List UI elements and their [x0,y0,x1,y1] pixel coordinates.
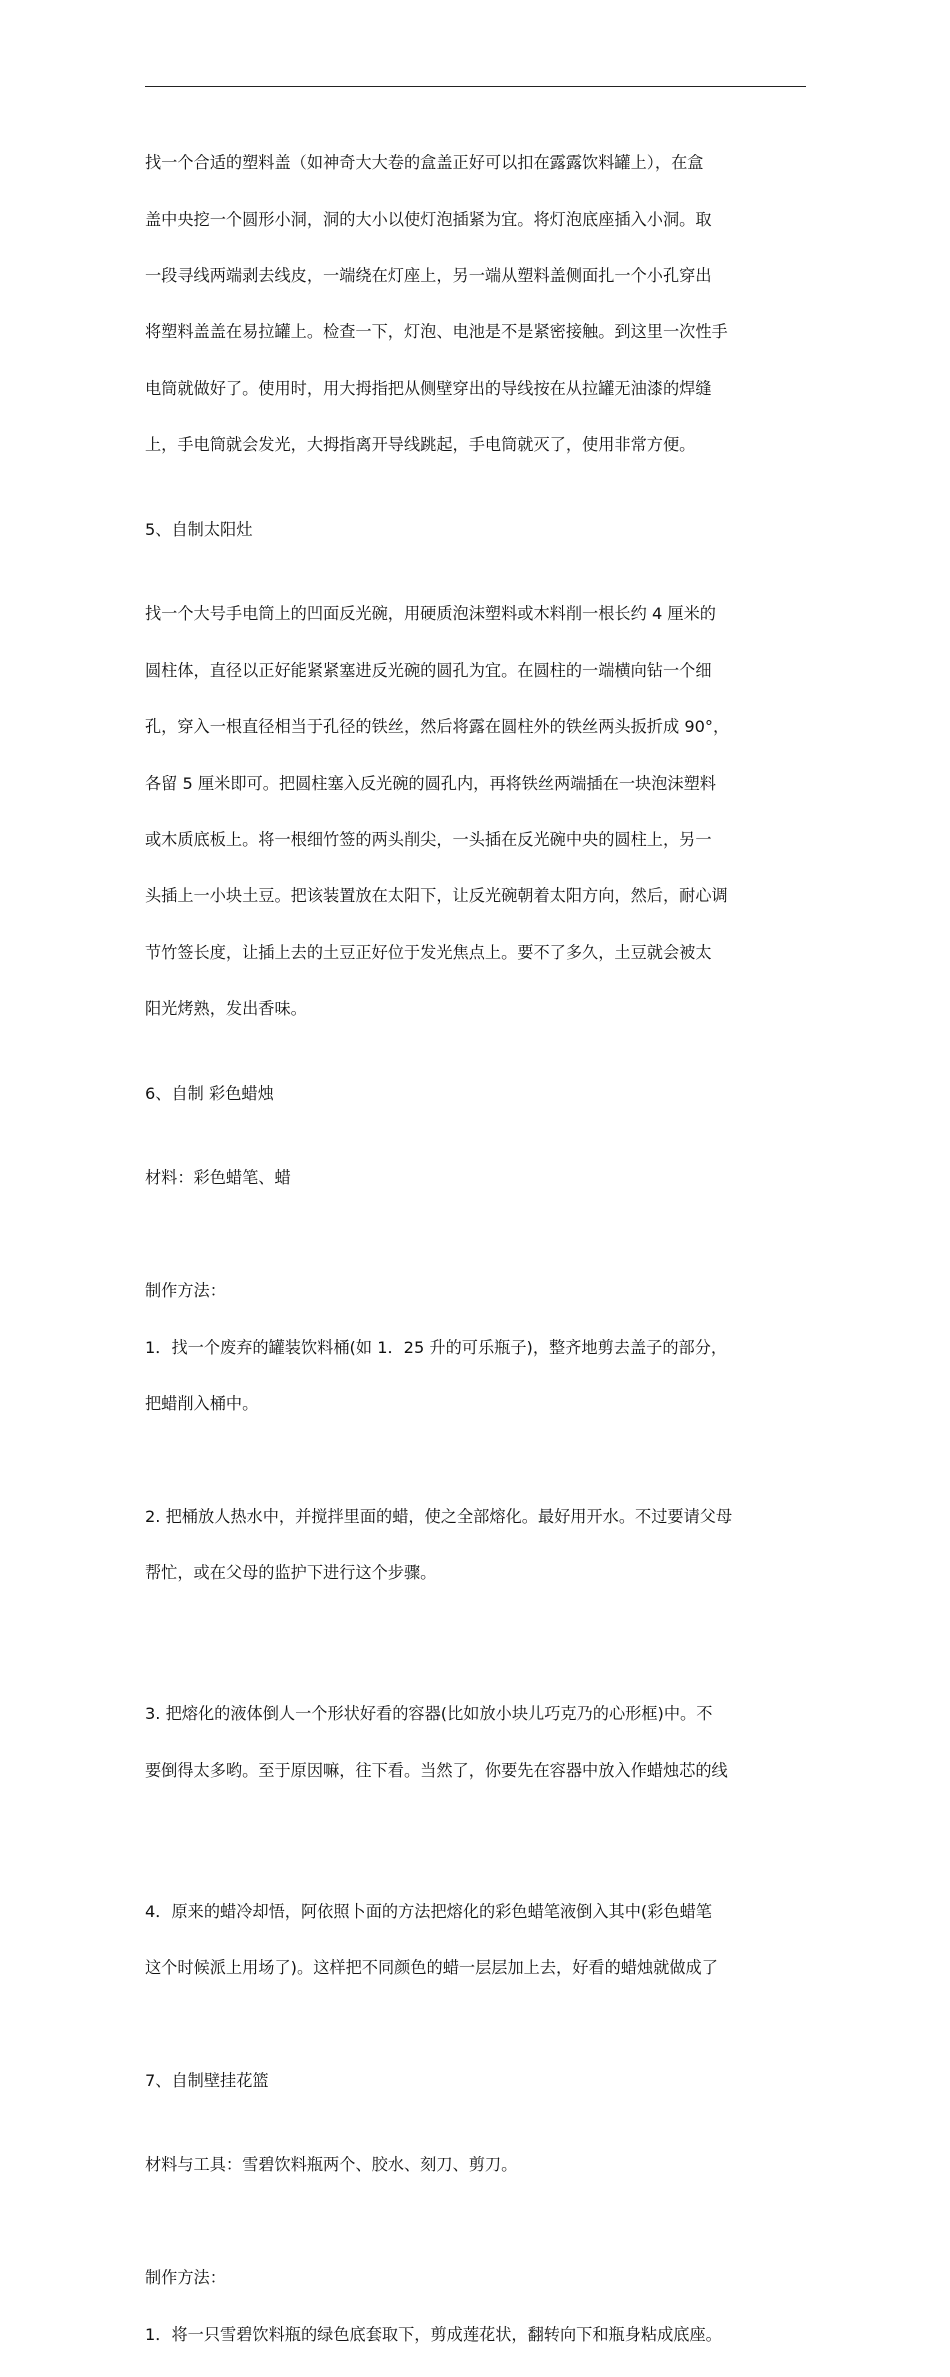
text-line: 一段寻线两端剥去线皮，一端绕在灯座上，另一端从塑料盖侧面扎一个小孔穿出 [145,266,712,286]
text-line: 圆柱体，直径以正好能紧紧塞进反光碗的圆孔为宜。在圆柱的一端横向钻一个细 [145,660,712,680]
text-line: 制作方法： [145,1281,226,1301]
text-line: 帮忙，或在父母的监护下进行这个步骤。 [145,1563,437,1583]
text-line: 各留 5 厘米即可。把圆柱塞入反光碗的圆孔内，再将铁丝两端插在一块泡沫塑料 [145,773,716,793]
text-line: 1．将一只雪碧饮料瓶的绿色底套取下，剪成莲花状，翻转向下和瓶身粘成底座。 [145,2324,722,2344]
heading-text: 6、自制 彩色蜡烛 [145,1083,274,1103]
paragraph-flashlight-steps [145,121,806,488]
text-line: 找一个大号手电筒上的凹面反光碗，用硬质泡沫塑料或木料削一根长约 4 厘米的 [145,604,716,624]
text-line: 孔，穿入一根直径相当于孔径的铁丝，然后将露在圆柱外的铁丝两头扳折成 90°， [145,717,730,737]
text-line: 材料与工具：雪碧饮料瓶两个、胶水、刻刀、剪刀。 [145,2155,518,2175]
section-heading-hanging-basket [145,2067,806,2095]
text-line: 制作方法： [145,2268,226,2288]
heading-text: 7、自制壁挂花篮 [145,2070,269,2090]
text-line: 这个时候派上用场了)。这样把不同颜色的蜡一层层加上去，好看的蜡烛就做成了 [145,1958,718,1978]
text-line: 或木质底板上。将一根细竹签的两头削尖，一头插在反光碗中央的圆柱上，另一 [145,830,712,850]
step-candle-4 [145,1869,806,2010]
text-line: 头插上一小块土豆。把该装置放在太阳下，让反光碗朝着太阳方向，然后，耐心调 [145,886,728,906]
text-line: 材料：彩色蜡笔、蜡 [145,1168,291,1188]
text-line: 节竹签长度，让插上去的土豆正好位于发光焦点上。要不了多久，土豆就会被太 [145,942,712,962]
text-line: 阳光烤熟，发出香味。 [145,999,307,1019]
text-line: 把蜡削入桶中。 [145,1394,259,1414]
materials-color-candle [145,1136,806,1221]
text-line: 将塑料盖盖在易拉罐上。检查一下，灯泡、电池是不是紧密接触。到这里一次性手 [145,322,728,342]
section-heading-solar-cooker [145,516,806,544]
text-line: 要倒得太多哟。至于原因嘛，往下看。当然了，你要先在容器中放入作蜡烛芯的线 [145,1760,728,1780]
step-basket-1 [145,2236,806,2377]
text-line: 找一个合适的塑料盖（如神奇大大卷的盒盖正好可以扣在露露饮料罐上），在盒 [145,153,704,173]
text-line: 4．原来的蜡冷却悟，阿依照卜面的方法把熔化的彩色蜡笔液倒入其中(彩色蜡笔 [145,1901,712,1921]
text-line: 盖中央挖一个圆形小洞，洞的大小以使灯泡插紧为宜。将灯泡底座插入小洞。取 [145,209,712,229]
section-heading-color-candle [145,1080,806,1108]
step-candle-1 [145,1249,806,1446]
document-body [145,121,806,2377]
step-candle-3 [145,1672,806,1813]
paragraph-solar-cooker [145,572,806,1051]
text-line: 上，手电筒就会发光，大拇指离开导线跳起，手电筒就灭了，使用非常方便。 [145,435,696,455]
text-line: 电筒就做好了。使用时，用大拇指把从侧壁穿出的导线按在从拉罐无油漆的焊缝 [145,378,712,398]
step-candle-2 [145,1475,806,1616]
text-line: 2. 把桶放人热水中，并搅拌里面的蜡，使之全部熔化。最好用开水。不过要请父母 [145,1506,733,1526]
text-line: 3. 把熔化的液体倒人一个形状好看的容器(比如放小块儿巧克乃的心形框)中。不 [145,1704,713,1724]
materials-hanging-basket [145,2123,806,2208]
text-line: 1．找一个废弃的罐装饮料桶(如 1．25 升的可乐瓶子)，整齐地剪去盖子的部分， [145,1337,728,1357]
heading-text: 5、自制太阳灶 [145,519,253,539]
header-rule [145,86,806,87]
